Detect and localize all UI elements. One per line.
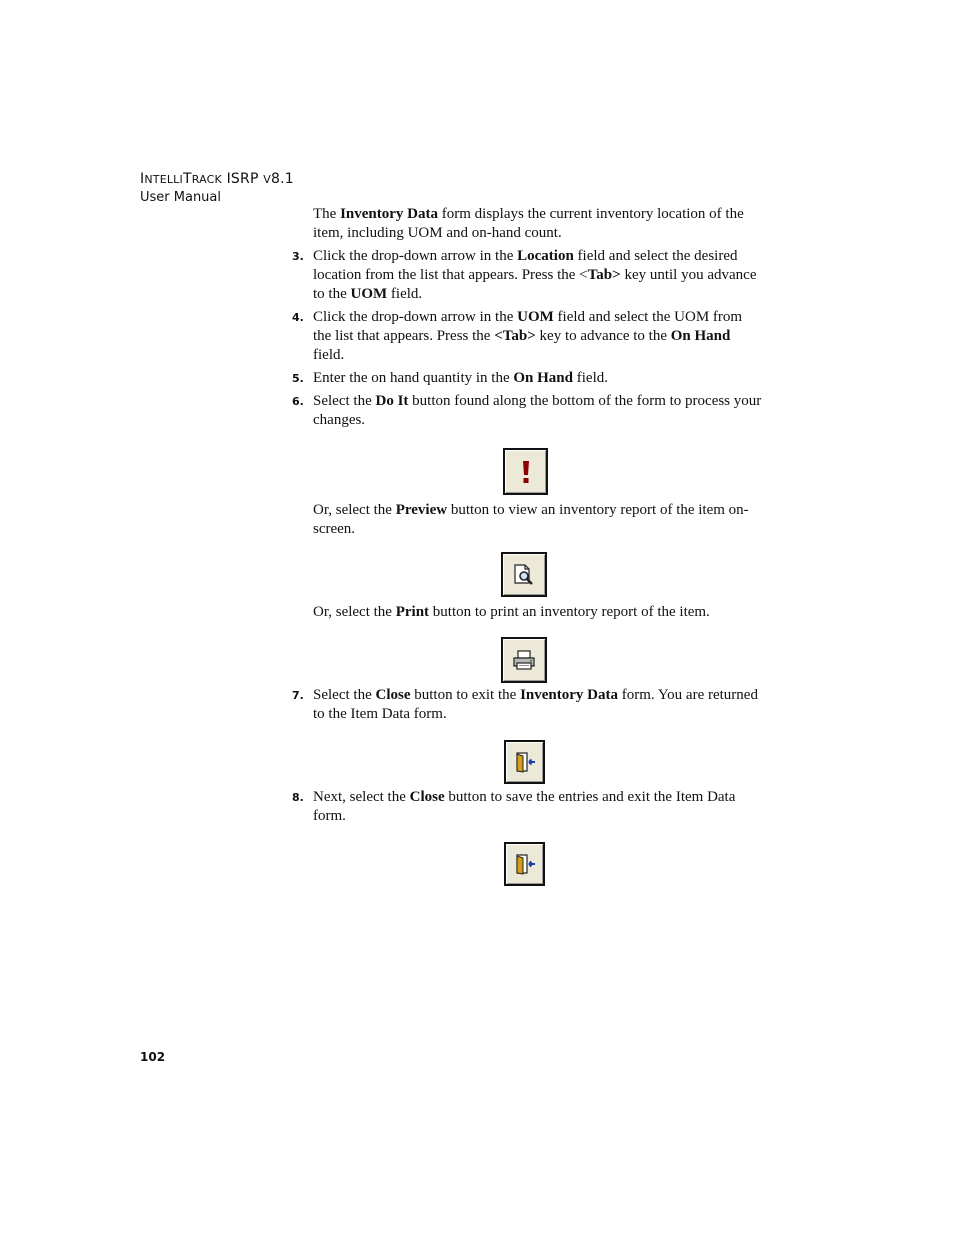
step-3	[292, 247, 762, 304]
product-title-part: I	[140, 171, 145, 187]
product-title-part: T	[182, 171, 192, 187]
text-run: key until you advance to the	[313, 267, 757, 302]
bold-term: UOM	[350, 286, 388, 302]
magnifier-page-icon	[511, 563, 537, 587]
product-title-part: NTELLI	[144, 173, 183, 186]
text-run: button to exit the	[410, 687, 521, 703]
step-5	[292, 369, 762, 388]
bold-term: Preview	[395, 502, 448, 518]
text-run: Select the	[313, 393, 376, 409]
text-run: Or, select the	[313, 502, 396, 518]
preview-button[interactable]	[501, 552, 547, 597]
step-text	[313, 247, 762, 304]
text-run: Click the drop-down arrow in the	[313, 248, 518, 264]
bold-term: UOM	[517, 309, 554, 325]
text-run: field and select the desired location from the list that appears. Press the <	[313, 248, 738, 283]
bold-term: Location	[517, 248, 574, 264]
text-run: field.	[573, 370, 608, 386]
text-run: Select the	[313, 687, 376, 703]
text-run: Next, select the	[313, 789, 410, 805]
bold-term: On Hand	[513, 370, 573, 386]
exclamation-icon	[518, 459, 534, 485]
door-exit-icon	[513, 852, 537, 876]
step-text	[313, 788, 762, 826]
manual-subtitle: User Manual	[140, 190, 222, 205]
step-text	[313, 369, 762, 388]
product-title-part: V	[263, 173, 271, 186]
product-version: 8.1	[270, 171, 294, 187]
print-note	[313, 603, 758, 622]
step-text	[313, 392, 762, 430]
product-title	[140, 170, 294, 189]
product-title-part: RACK	[191, 173, 222, 186]
step-7	[292, 686, 762, 724]
preview-note	[313, 501, 758, 539]
product-title-part: ISRP	[221, 171, 264, 187]
bold-term: Do It	[375, 393, 409, 409]
step-number: 7.	[292, 689, 304, 702]
text-run: button to view an inventory report of the item on-screen.	[313, 502, 749, 537]
text-run: form. You are returned to the Item Data form.	[313, 687, 758, 722]
running-header	[140, 170, 294, 206]
do-it-button[interactable]	[503, 448, 548, 495]
step-text	[313, 686, 762, 724]
text-run: field and select the UOM from the list that appears. Press the	[313, 309, 743, 344]
text-run: button found along the bottom of the form to process your changes.	[313, 393, 762, 428]
close-button[interactable]	[504, 842, 545, 886]
step-number: 8.	[292, 791, 304, 804]
bold-term: Close	[409, 789, 445, 805]
bold-term: Tab>	[587, 267, 621, 283]
step-number: 5.	[292, 372, 304, 385]
text-run: field.	[313, 347, 345, 363]
door-exit-icon	[513, 750, 537, 774]
page-number: 102	[140, 1050, 166, 1064]
bold-term: <Tab>	[494, 328, 536, 344]
bold-term: Inventory Data	[520, 687, 618, 703]
step-8	[292, 788, 762, 826]
text-run: button to save the entries and exit the Item Data form.	[313, 789, 736, 824]
text-run: button to print an inventory report of the item.	[429, 604, 710, 620]
text-run: field.	[387, 286, 423, 302]
step-number: 6.	[292, 395, 304, 408]
step-text	[313, 308, 762, 365]
printer-icon	[511, 648, 537, 672]
text-run: Or, select the	[313, 604, 396, 620]
text-run: Click the drop-down arrow in the	[313, 309, 518, 325]
step-number: 4.	[292, 311, 304, 324]
intro-paragraph	[313, 205, 758, 243]
text-run: key to advance to the	[535, 328, 671, 344]
close-button[interactable]	[504, 740, 545, 784]
print-button[interactable]	[501, 637, 547, 683]
text-run: The	[313, 206, 341, 222]
text-run: form displays the current inventory location of the item, including UOM and on-hand count.	[313, 206, 744, 241]
text-run: Enter the on hand quantity in the	[313, 370, 514, 386]
bold-term: On Hand	[670, 328, 731, 344]
step-4	[292, 308, 762, 365]
bold-term: Print	[395, 604, 430, 620]
step-6	[292, 392, 762, 430]
bold-term: Close	[375, 687, 411, 703]
bold-term: Inventory Data	[340, 206, 438, 222]
step-number: 3.	[292, 250, 304, 263]
